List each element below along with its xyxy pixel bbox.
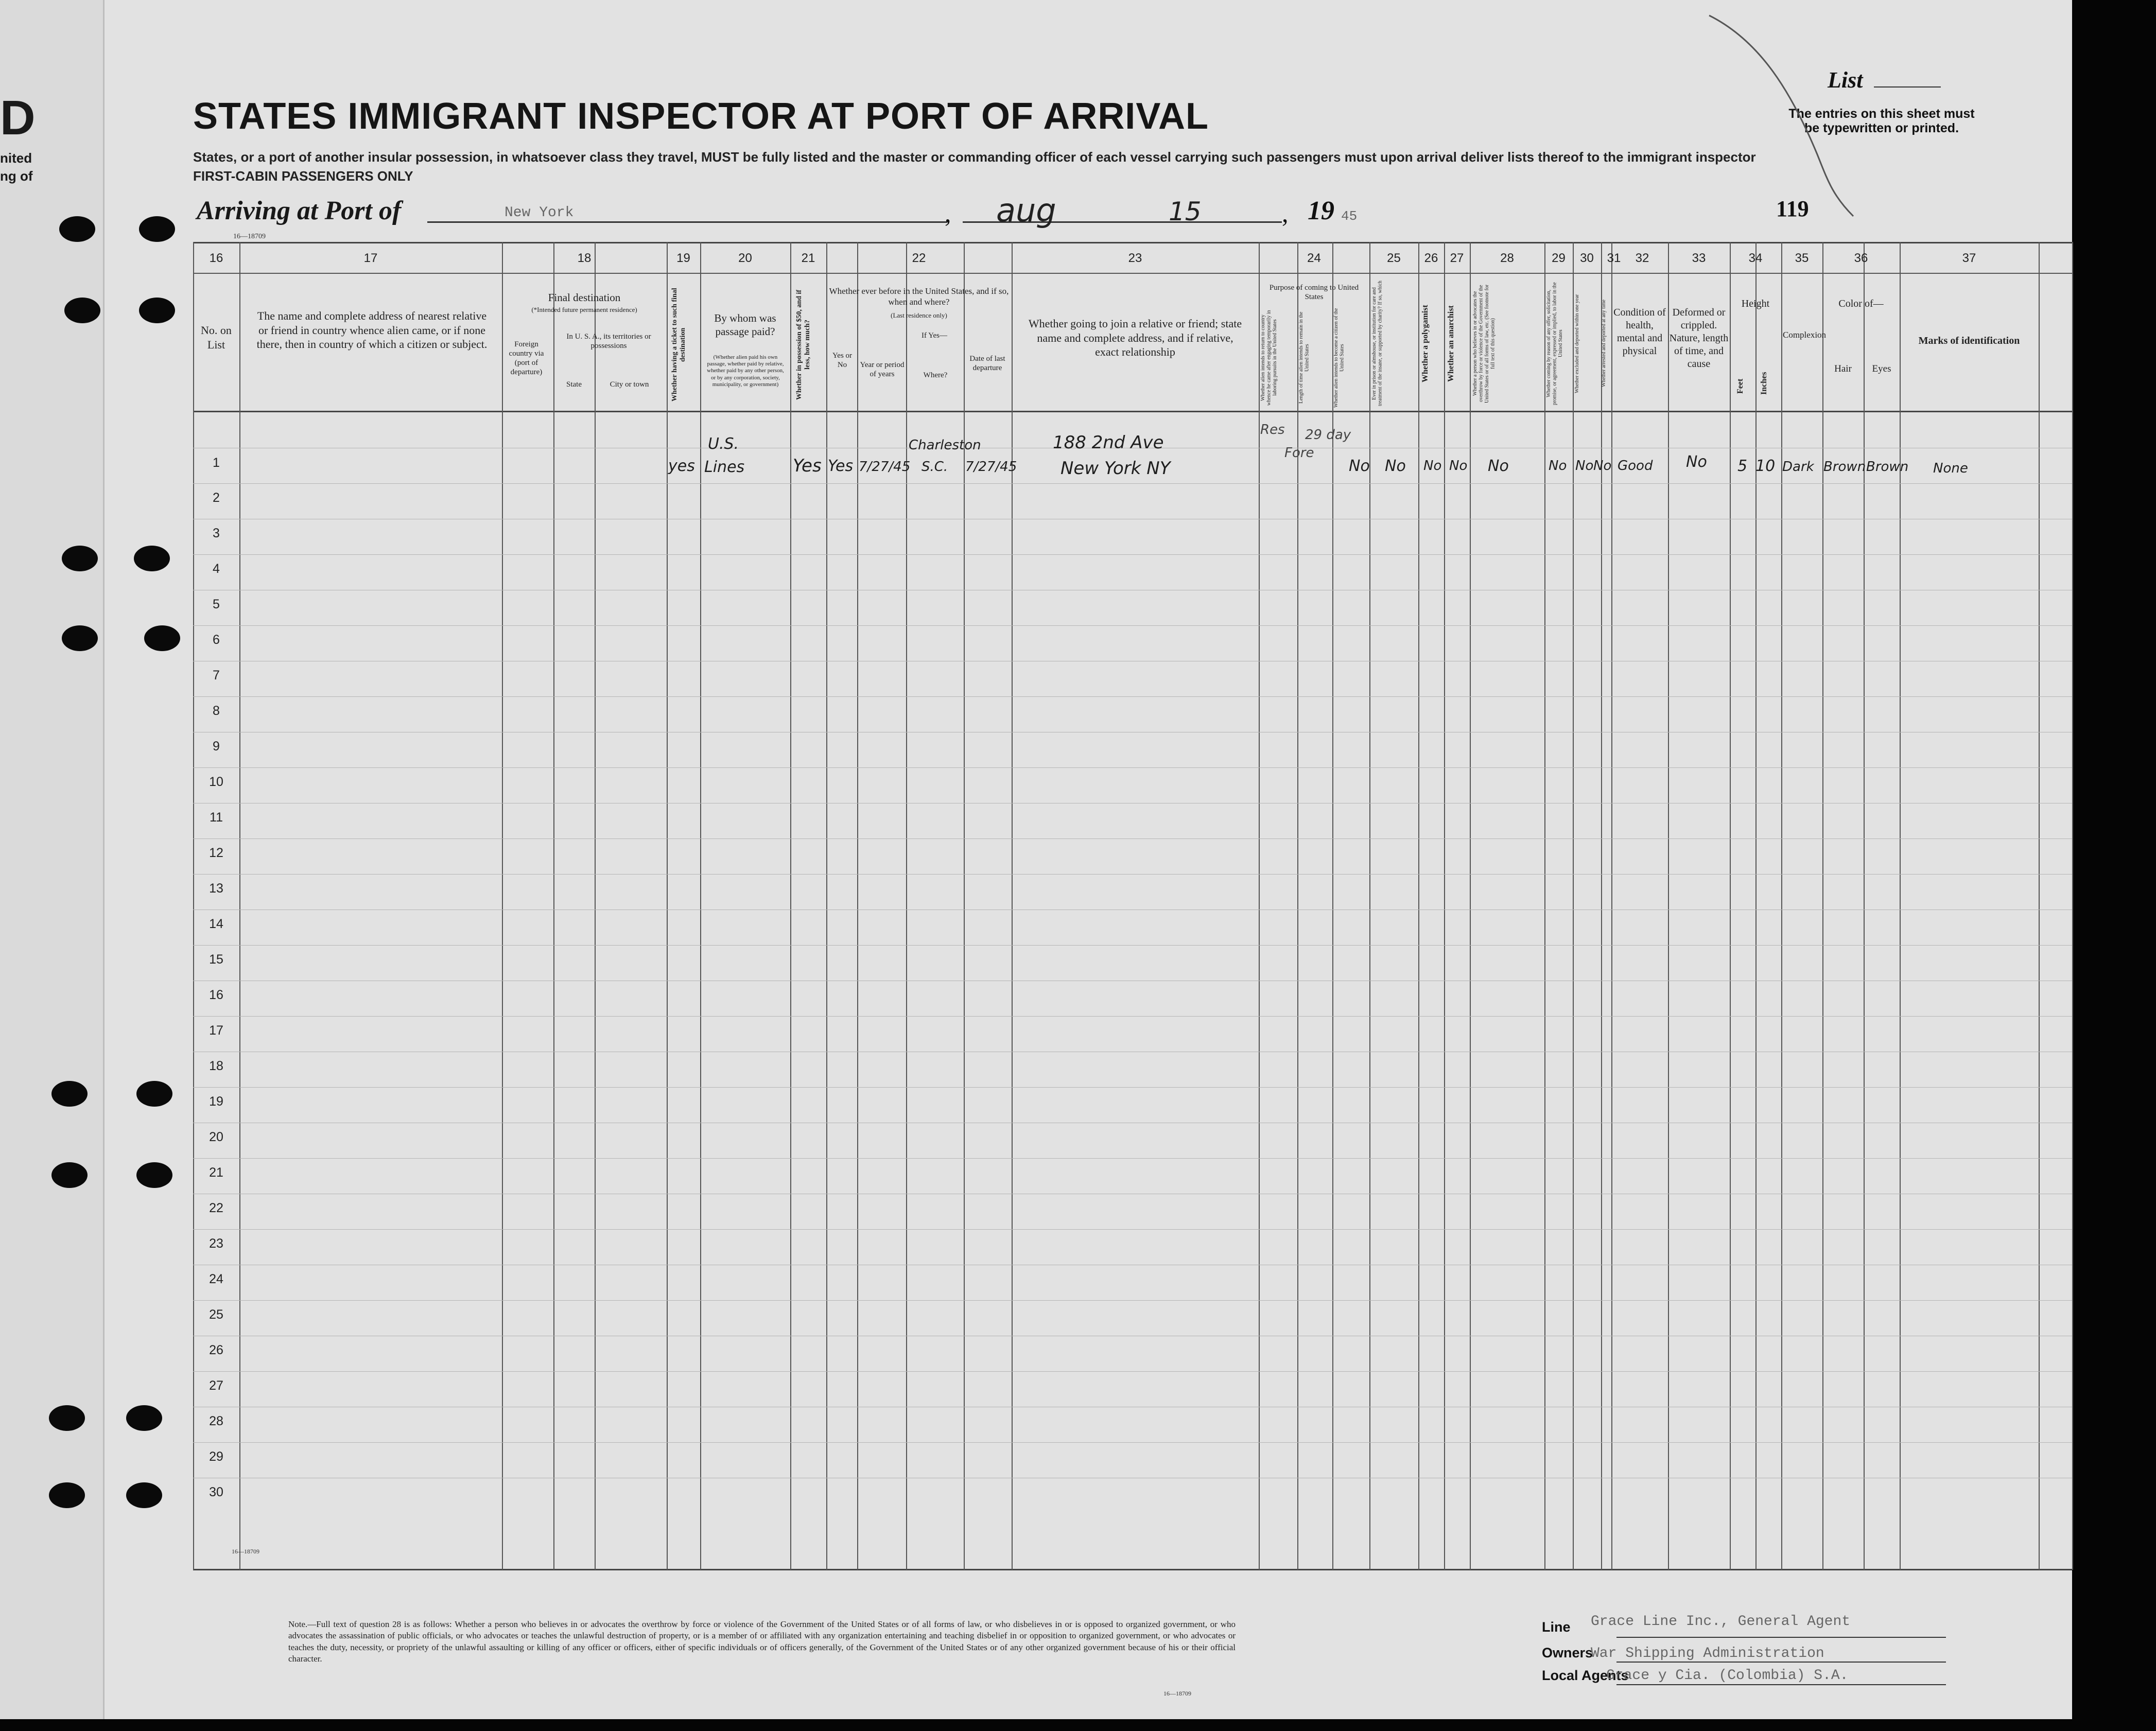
- col-number: 36: [1854, 251, 1868, 265]
- entry-year: 7/27/45: [859, 459, 911, 475]
- binder-hole: [49, 1405, 85, 1431]
- header-date-departure: Date of last departure: [969, 355, 1005, 372]
- entry-overthrow: No: [1488, 457, 1509, 475]
- row-number: 12: [209, 846, 223, 860]
- page-number: 119: [1776, 196, 1809, 221]
- agents-label: Local Agents: [1542, 1668, 1629, 1683]
- entry-health: Good: [1618, 458, 1653, 474]
- binder-hole: [62, 625, 98, 651]
- entry-citizen: No: [1349, 457, 1370, 475]
- header-year: Year or period of years: [860, 361, 905, 378]
- row-number: 4: [213, 562, 220, 576]
- header-yes-or-no: Yes or No: [832, 352, 853, 369]
- entry-feet: 5: [1737, 457, 1748, 475]
- row-number: 13: [209, 881, 223, 896]
- header-no-on-list: No. on List: [201, 324, 232, 351]
- header-purpose-return: Whether alien intends to return to country whence he came after engaging temporarily in laboring pursuits in the United States: [1260, 310, 1278, 406]
- binder-hole: [49, 1482, 85, 1508]
- binder-hole: [134, 546, 170, 571]
- col-number: 33: [1692, 251, 1706, 265]
- entry-departure: 7/27/45: [965, 459, 1017, 475]
- binder-hole: [51, 1081, 88, 1107]
- binder-hole: [126, 1405, 162, 1431]
- entry-marks: None: [1933, 461, 1968, 476]
- entry-purpose-line1: Res: [1260, 422, 1285, 438]
- row-number: 19: [209, 1094, 223, 1109]
- entry-join-line1: 188 2nd Ave: [1053, 432, 1164, 453]
- line-field: [1616, 1637, 1946, 1638]
- binder-hole: [144, 625, 180, 651]
- col-number: 35: [1795, 251, 1809, 265]
- header-where: Where?: [923, 371, 948, 379]
- year-suffix: 45: [1341, 208, 1358, 224]
- col-number: 19: [676, 251, 690, 265]
- header-purpose: Purpose of coming to United States: [1269, 284, 1359, 301]
- agents-value: Grace y Cia. (Colombia) S.A.: [1606, 1668, 1849, 1684]
- header-deformed: Deformed or crippled. Nature, length of time, and cause: [1669, 307, 1729, 370]
- entry-fifty-dollars: Yes: [793, 456, 822, 476]
- entry-arrested: No: [1593, 458, 1612, 474]
- binder-hole: [64, 298, 100, 323]
- header-inches: Inches: [1760, 372, 1768, 395]
- entry-passage-line2: Lines: [704, 458, 745, 476]
- row-number: 6: [213, 633, 220, 647]
- header-foreign-country: Foreign country via (port of departure): [509, 340, 544, 376]
- col-number: 26: [1424, 251, 1438, 265]
- entry-inches: 10: [1755, 457, 1776, 475]
- entry-complexion: Dark: [1782, 459, 1814, 475]
- header-eyes: Eyes: [1872, 363, 1891, 374]
- entry-labor-offer: No: [1549, 458, 1567, 474]
- col-number: 22: [912, 251, 926, 265]
- form-code: 16—18709: [233, 233, 266, 240]
- question-28-note: Note.—Full text of question 28 is as follows: Whether a person who believes in or advocates the overthrow by force or violence of the Government of the United States or of all forms of law, or who disbelieves in or is opposed to organized government, or who advocates the assassination of public officials, or who advocates or teaches the unlawful destruction of property, or is a member of or affiliated with any organization entertaining and teaching disbelief in or opposition to organized government, or who advocates or teaches the duty, necessity, or propriety of the unlawful assaulting or killing of any officer or officers, either of specific individuals or of officers generally, of the Government of the United States or of any other organized government because of his or their official character.: [288, 1619, 1236, 1664]
- entry-join-line2: New York NY: [1060, 458, 1171, 479]
- port-value: New York: [505, 205, 574, 221]
- row-number: 21: [209, 1165, 223, 1180]
- row-number: 29: [209, 1449, 223, 1464]
- form-code: 16—18709: [1163, 1690, 1191, 1697]
- strip-text-2: ng of: [0, 168, 33, 184]
- row-number: 30: [209, 1485, 223, 1499]
- header-before-note: (Last residence only): [891, 311, 947, 319]
- header-purpose-length: Length of time alien intends to remain in the United States: [1298, 311, 1310, 404]
- row-number: 7: [213, 668, 220, 683]
- col-number: 18: [577, 251, 592, 265]
- entry-eyes: Brown: [1866, 459, 1909, 475]
- form-code: 16—18709: [232, 1548, 259, 1555]
- row-number: 8: [213, 704, 220, 718]
- form-instructions: States, or a port of another insular possession, in whatsoever class they travel, MUST be fully listed and the master or commanding officer of each vessel carrying such passengers must upon arrival deliver lists thereof to the immigrant inspector: [193, 149, 1756, 165]
- row-number: 14: [209, 917, 223, 931]
- owners-value: War Shipping Administration: [1591, 1646, 1824, 1662]
- col-number: 31: [1607, 251, 1621, 265]
- binder-hole: [136, 1162, 172, 1188]
- agents-field: [1616, 1684, 1946, 1685]
- header-anarchist: Whether an anarchist: [1447, 305, 1455, 382]
- header-purpose-citizen: Whether alien intends to become a citizen of the United States: [1333, 308, 1345, 408]
- header-feet: Feet: [1736, 378, 1745, 394]
- entry-where-line1: Charleston: [909, 438, 981, 453]
- header-labor-offer: Whether coming by reason of any offer, solicitation, promise, or agreement, expressed or implied, to labor in the United States: [1546, 282, 1563, 405]
- col-number: 24: [1307, 251, 1321, 265]
- binder-hole: [139, 216, 175, 242]
- separator: ,: [945, 199, 951, 228]
- row-number: 20: [209, 1130, 223, 1144]
- row-number: 26: [209, 1343, 223, 1357]
- col-number: 16: [209, 251, 223, 265]
- entry-polygamist: No: [1423, 458, 1442, 474]
- binder-hole: [59, 216, 95, 242]
- header-complexion: Complexion: [1783, 330, 1827, 340]
- row-number: 27: [209, 1378, 223, 1393]
- header-final-destination: Final destination: [548, 291, 621, 304]
- row-number: 28: [209, 1414, 223, 1428]
- col-number: 27: [1450, 251, 1464, 265]
- header-arrested: Whether arrested and deported at any time: [1601, 300, 1607, 388]
- entry-length: 29 day: [1305, 427, 1351, 443]
- row-number: 5: [213, 597, 220, 611]
- row-number: 23: [209, 1236, 223, 1251]
- col-number: 30: [1580, 251, 1594, 265]
- header-usa: In U. S. A., its territories or possessions: [566, 333, 651, 350]
- line-value: Grace Line Inc., General Agent: [1591, 1614, 1851, 1630]
- col-number: 29: [1552, 251, 1566, 265]
- strip-text-1: nited: [0, 150, 32, 166]
- header-before-in-us: Whether ever before in the United States, and if so, when and where?: [829, 286, 1009, 307]
- pencil-mark: [1699, 10, 1905, 226]
- row-number: 10: [209, 775, 223, 789]
- header-passage-paid: By whom was passage paid?: [714, 312, 776, 338]
- row-number: 2: [213, 491, 220, 505]
- entry-excluded: No: [1575, 458, 1594, 474]
- col-number: 21: [801, 251, 815, 265]
- entry-ticket: yes: [668, 457, 695, 475]
- entry-before-in-us: Yes: [828, 457, 854, 475]
- entry-prison: No: [1385, 457, 1406, 475]
- header-passage-note: (Whether alien paid his own passage, whether paid by relative, whether paid by any other person, or by any corporation, society, municipality, or government): [707, 354, 784, 388]
- col-number: 28: [1500, 251, 1514, 265]
- col-number: 37: [1962, 251, 1976, 265]
- passenger-class: FIRST-CABIN PASSENGERS ONLY: [193, 168, 413, 184]
- year-prefix: 19: [1308, 196, 1334, 225]
- list-label: List: [1828, 67, 1863, 93]
- binder-hole: [136, 1081, 172, 1107]
- row-number: 11: [210, 810, 223, 825]
- header-final-destination-note: (*Intended future permanent residence): [531, 306, 637, 313]
- column-rule: [2072, 242, 2073, 1570]
- binder-hole: [139, 298, 175, 323]
- row-number: 17: [209, 1023, 223, 1038]
- header-fifty-dollars: Whether in possession of $50, and if less, how much?: [795, 289, 812, 400]
- row-number: 22: [209, 1201, 223, 1215]
- row-number: 1: [213, 456, 220, 470]
- header-nearest-relative: The name and complete address of nearest relative or friend in country whence alien came, or if none there, then in country of which a citizen or subject.: [256, 309, 488, 351]
- entry-deformed: No: [1686, 453, 1707, 471]
- binder-hole: [51, 1162, 88, 1188]
- row-number: 16: [209, 988, 223, 1002]
- header-excluded: Whether excluded and deported within one year: [1574, 294, 1580, 393]
- form-title: STATES IMMIGRANT INSPECTOR AT PORT OF ARRIVAL: [193, 96, 1209, 137]
- entry-purpose-line2: Fore: [1284, 445, 1314, 461]
- strip-letter: D: [0, 91, 36, 145]
- header-hair: Hair: [1834, 363, 1852, 374]
- arrival-month: aug: [996, 191, 1056, 229]
- port-field-line: [427, 221, 947, 223]
- separator: ,: [1282, 199, 1289, 228]
- entry-hair: Brown: [1823, 459, 1866, 475]
- row-number: 15: [209, 952, 223, 967]
- header-overthrow: Whether a person who believes in or advocates the overthrow by force or violence of the Government of the United States or of all forms of law, etc. (See footnote for full text of this question): [1472, 284, 1496, 403]
- header-state: State: [566, 380, 582, 389]
- typewritten-note: The entries on this sheet must be typewritten or printed.: [1788, 107, 1975, 135]
- header-city: City or town: [610, 380, 649, 389]
- header-health: Condition of health, mental and physical: [1613, 307, 1666, 357]
- arrival-day: 15: [1169, 197, 1202, 226]
- arriving-label: Arriving at Port of: [197, 196, 402, 225]
- line-label: Line: [1542, 1619, 1571, 1635]
- header-prison: Ever in prison or almshouse, or institution for care and treatment of the insane, or supported by charity? If so, which: [1371, 281, 1383, 407]
- col-number: 34: [1748, 251, 1763, 265]
- col-number: 32: [1635, 251, 1649, 265]
- binder-hole: [126, 1482, 162, 1508]
- entry-where-line2: S.C.: [921, 459, 948, 475]
- header-if-yes: If Yes—: [921, 331, 947, 340]
- entry-passage-line1: U.S.: [708, 435, 739, 453]
- row-number: 24: [209, 1272, 223, 1286]
- owners-field: [1616, 1662, 1946, 1663]
- previous-page-strip: [0, 0, 105, 1719]
- header-ticket: Whether having a ticket to such final destination: [671, 288, 687, 402]
- col-number: 23: [1128, 251, 1142, 265]
- row-number: 3: [213, 526, 220, 540]
- binder-hole: [62, 546, 98, 571]
- entry-anarchist: No: [1449, 458, 1468, 474]
- row-number: 25: [209, 1307, 223, 1322]
- col-number: 25: [1387, 251, 1401, 265]
- header-color: Color of—: [1838, 298, 1884, 309]
- row-number: 18: [209, 1059, 223, 1073]
- owners-label: Owners: [1542, 1645, 1593, 1660]
- row-number: 9: [213, 739, 220, 754]
- col-number: 20: [738, 251, 752, 265]
- col-number: 17: [363, 251, 378, 265]
- header-height: Height: [1741, 298, 1770, 309]
- header-join-relative: Whether going to join a relative or friend; state name and complete address, and if relative, exact relationship: [1028, 317, 1242, 358]
- header-marks: Marks of identification: [1918, 335, 2020, 346]
- header-polygamist: Whether a polygamist: [1421, 305, 1430, 382]
